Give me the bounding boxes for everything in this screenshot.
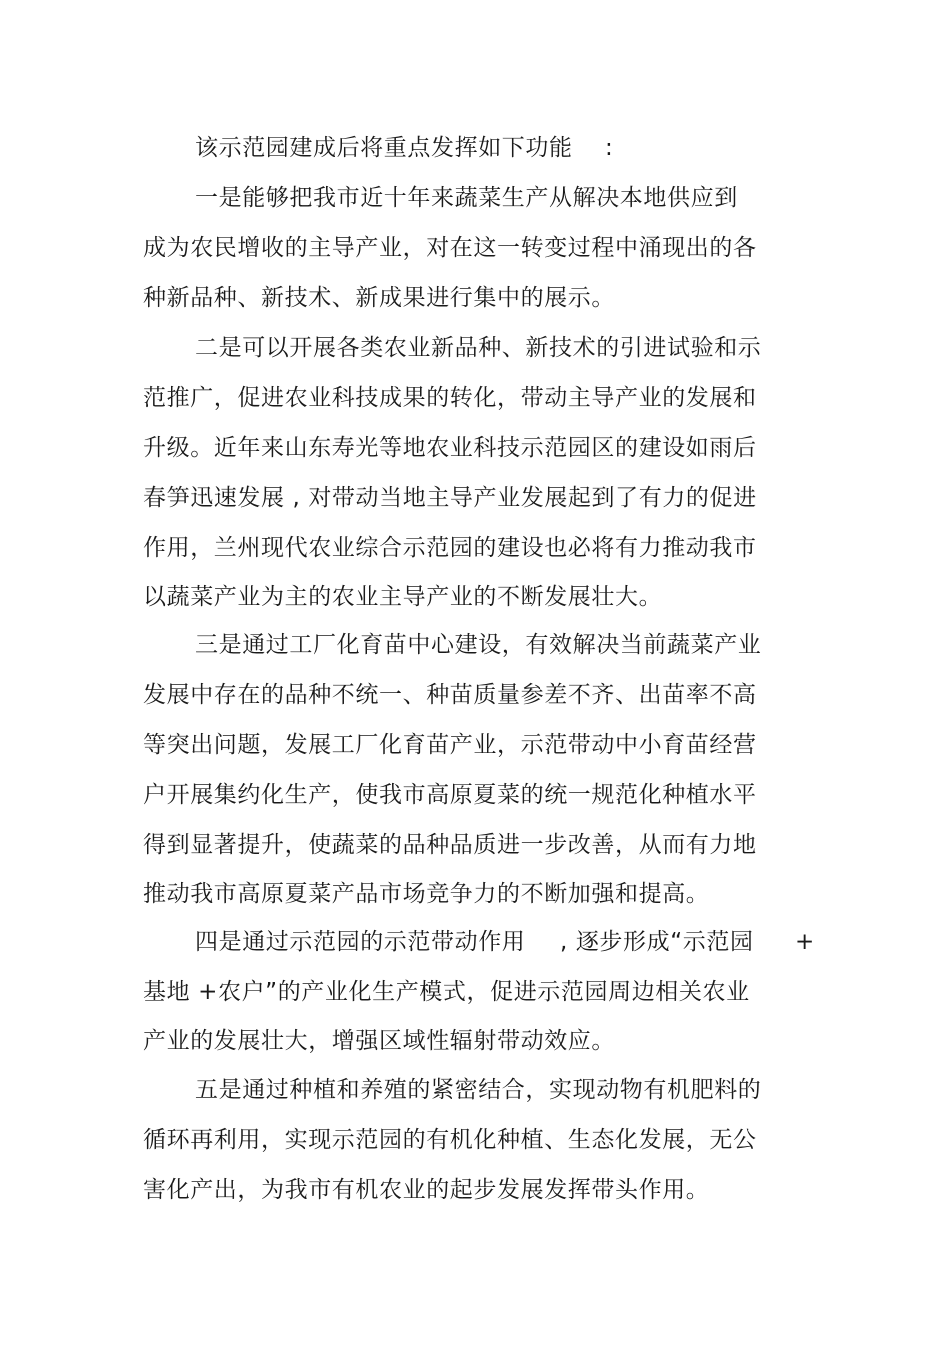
paragraph-1-line-2: 成为农民增收的主导产业，对在这一转变过程中涌现出的各 (143, 235, 757, 261)
paragraph-3-line-5: 得到显著提升，使蔬菜的品种品质进一步改善，从而有力地 (143, 832, 757, 858)
paragraph-2-line-1: 二是可以开展各类农业新品种、新技术的引进试验和示 (195, 335, 762, 361)
paragraph-3-line-4: 户开展集约化生产，使我市高原夏菜的统一规范化种植水平 (143, 782, 757, 808)
paragraph-3-line-3: 等突出问题，发展工厂化育苗产业，示范带动中小育苗经营 (143, 732, 757, 758)
paragraph-3-line-6: 推动我市高原夏菜产品市场竞争力的不断加强和提高。 (143, 881, 710, 907)
paragraph-2-line-3: 升级。近年来山东寿光等地农业科技示范园区的建设如雨后 (143, 435, 757, 461)
paragraph-4-line-2: 基地 +农户”的产业化生产模式，促进示范园周边相关农业 (143, 979, 750, 1005)
paragraph-5-line-1: 五是通过种植和养殖的紧密结合，实现动物有机肥料的 (195, 1077, 762, 1103)
paragraph-5-line-2: 循环再利用，实现示范园的有机化种植、生态化发展，无公 (143, 1127, 757, 1153)
paragraph-2-line-2: 范推广，促进农业科技成果的转化，带动主导产业的发展和 (143, 385, 757, 411)
intro-line (195, 133, 614, 163)
paragraph-2-line-4: 春笋迅速发展 , 对带动当地主导产业发展起到了有力的促进 (143, 485, 757, 511)
paragraph-1-line-1: 一是能够把我市近十年来蔬菜生产从解决本地供应到 (195, 185, 738, 211)
paragraph-3-line-1: 三是通过工厂化育苗中心建设，有效解决当前蔬菜产业 (195, 632, 762, 658)
paragraph-4-line-1-plus: + (795, 929, 815, 955)
paragraph-4-line-1-part-b: , 逐步形成“示范园 (560, 929, 754, 955)
paragraph-4-line-3: 产业的发展壮大，增强区域性辐射带动效应。 (143, 1028, 615, 1054)
intro-colon: : (605, 135, 614, 161)
paragraph-4-line-1 (195, 927, 815, 957)
paragraph-4-line-1-part-a: 四是通过示范园的示范带动作用 (195, 929, 526, 955)
paragraph-1-line-3: 种新品种、新技术、新成果进行集中的展示。 (143, 285, 615, 311)
paragraph-2-line-6: 以蔬菜产业为主的农业主导产业的不断发展壮大。 (143, 584, 663, 610)
paragraph-3-line-2: 发展中存在的品种不统一、种苗质量参差不齐、出苗率不高 (143, 682, 757, 708)
intro-text: 该示范园建成后将重点发挥如下功能 (195, 135, 573, 161)
paragraph-2-line-5: 作用，兰州现代农业综合示范园的建设也必将有力推动我市 (143, 535, 757, 561)
paragraph-5-line-3: 害化产出，为我市有机农业的起步发展发挥带头作用。 (143, 1177, 710, 1203)
